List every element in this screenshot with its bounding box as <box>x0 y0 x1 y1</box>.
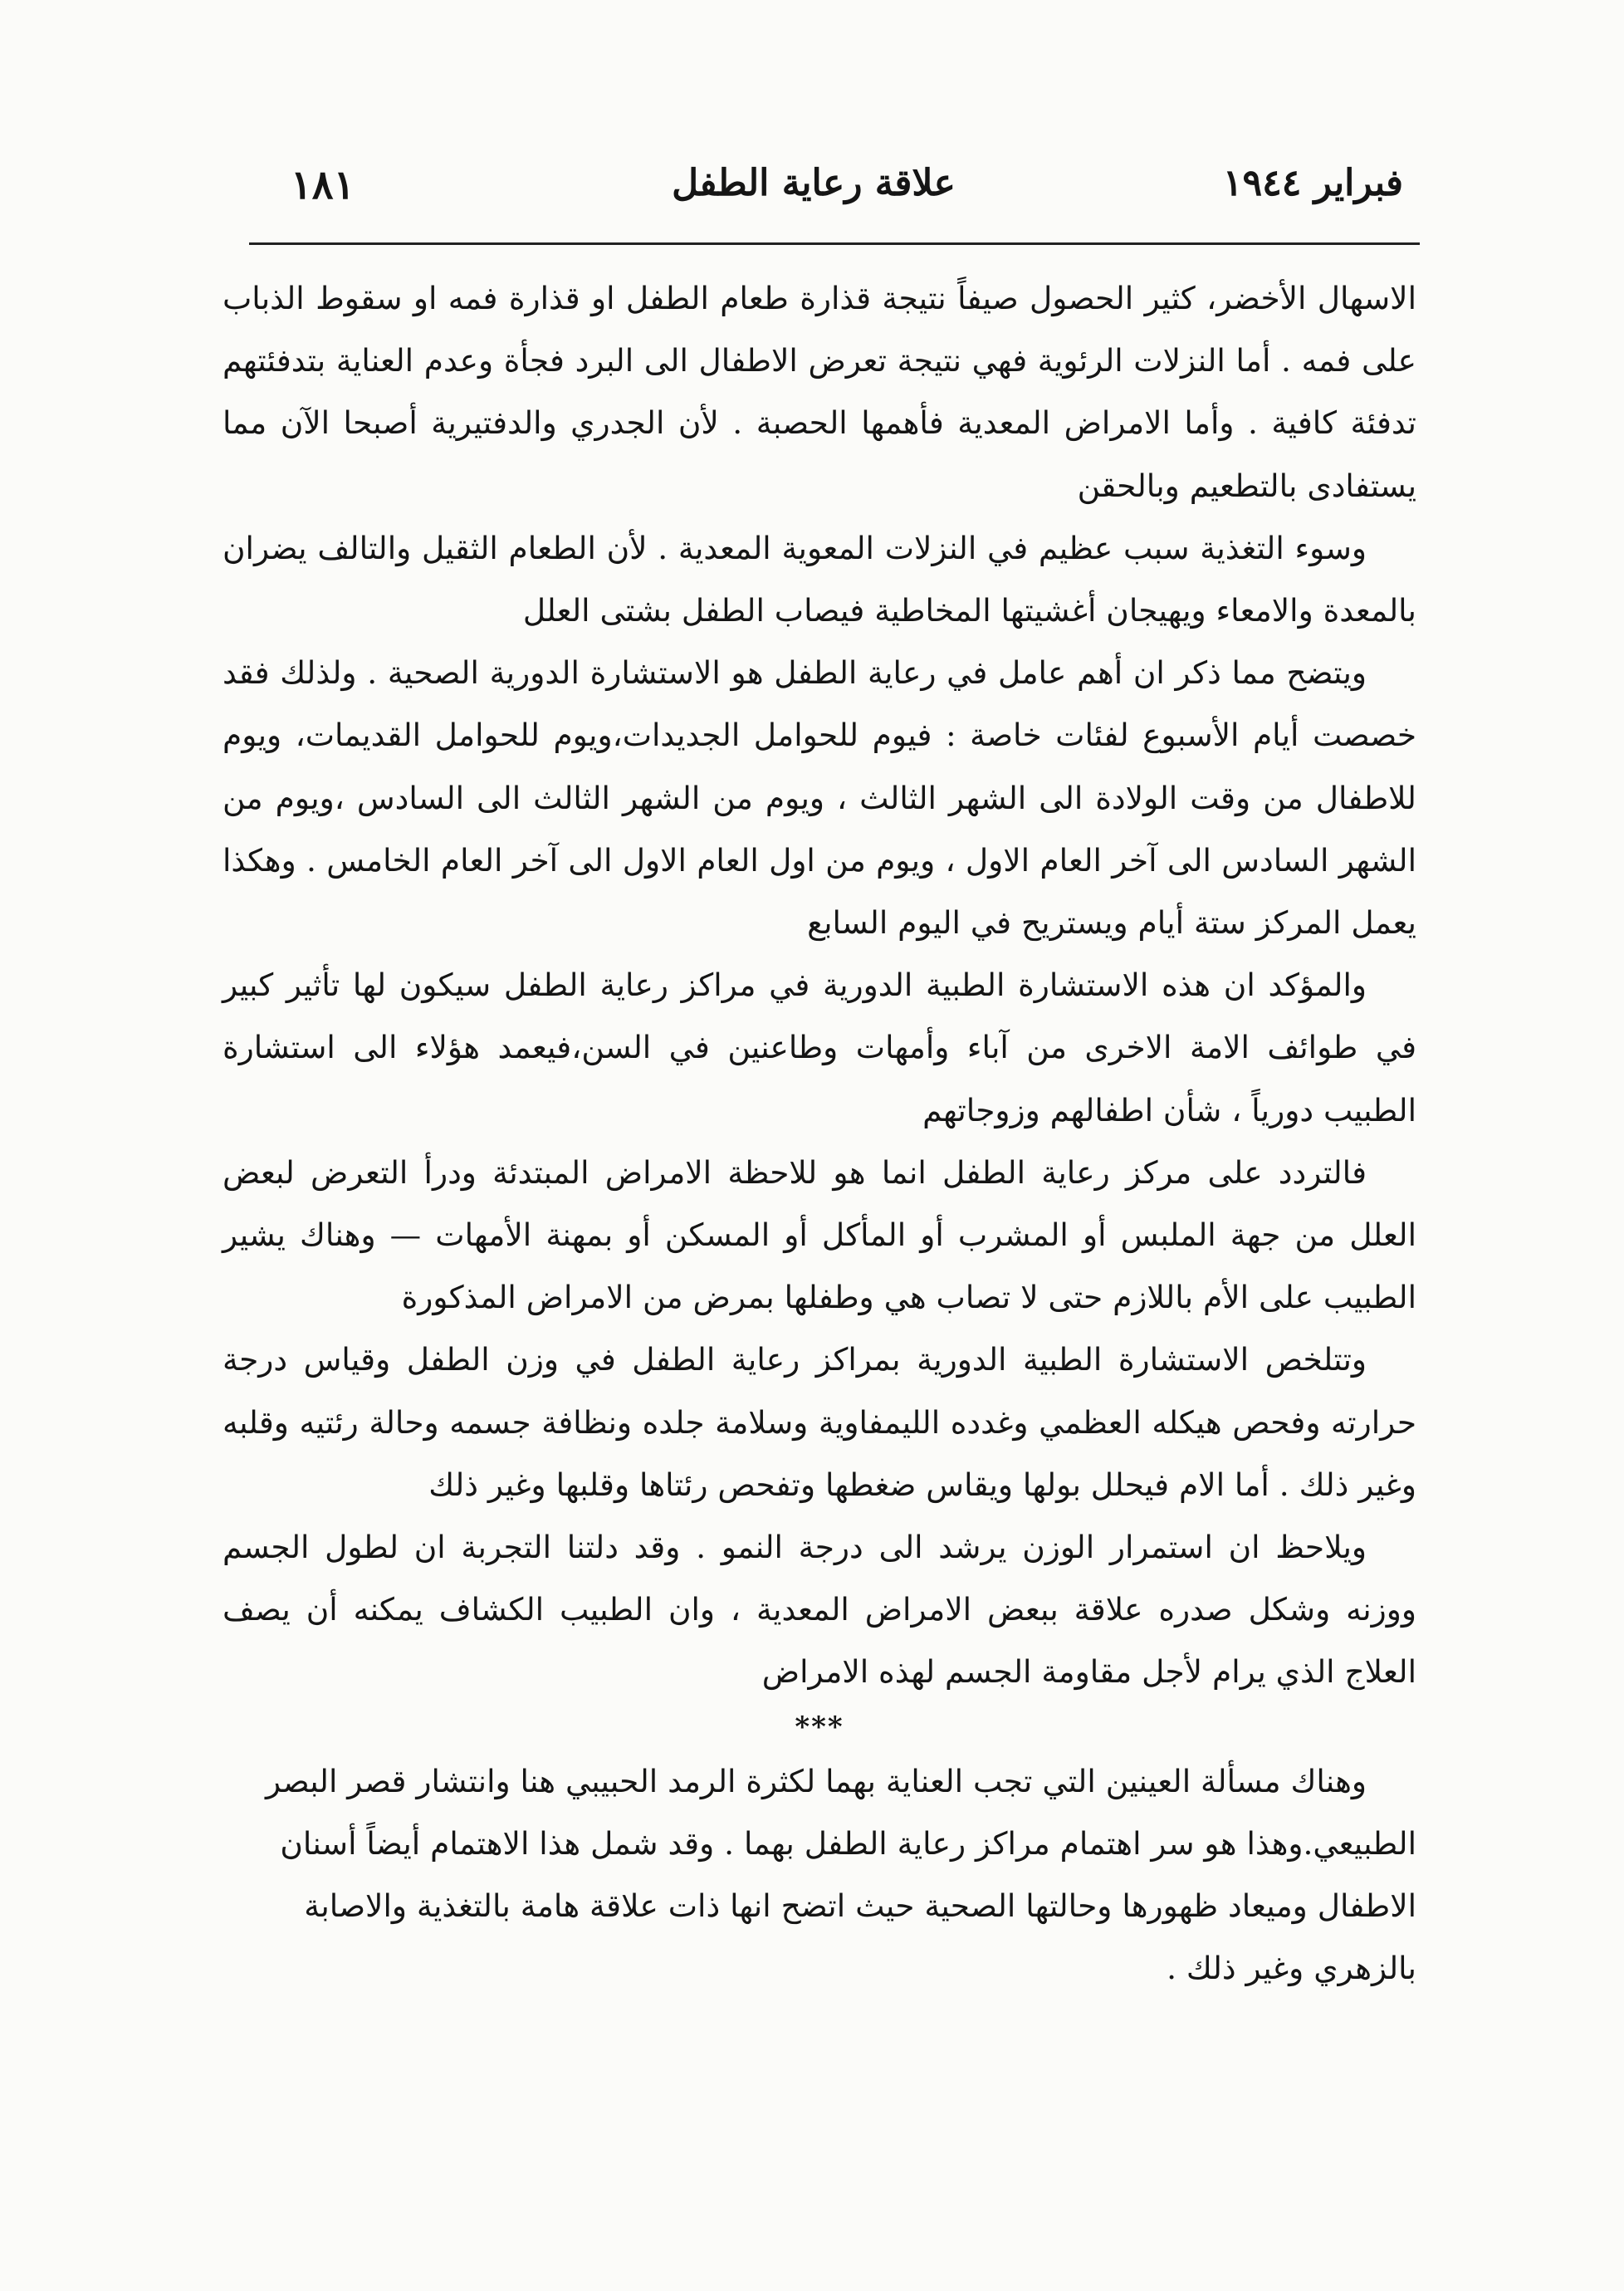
header-rule <box>249 242 1420 245</box>
paragraph-8: وهناك مسألة العينين التي تجب العناية بهما لكثرة الرمد الحبيبي هنا وانتشار قصر البصر الطبيعي.وهذا هو سر اهتمام مراكز رعاية الطفل بهما . وقد شمل هذا الاهتمام أيضاً أسنان الاطفال وميعاد ظهورها وحالتها الصحية حيث اتضح انها ذات علاقة هامة بالتغذية والاصابة بالزهري وغير ذلك . <box>266 1762 1416 1987</box>
paragraph-2: وسوء التغذية سبب عظيم في النزلات المعوية المعدية . لأن الطعام الثقيل والتالف يضران بالمعدة والامعاء ويهيجان أغشيتها المخاطية فيصاب الطفل بشتى العلل <box>223 529 1416 629</box>
paragraph-4: والمؤكد ان هذه الاستشارة الطبية الدورية في مراكز رعاية الطفل سيكون لها تأثير كبير في طوائف الامة الاخرى من آباء وأمهات وطاعنين في السن،فيعمد هؤلاء الى استشارة الطبيب دورياً ، شأن اطفالهم وزوجاتهم <box>223 967 1416 1128</box>
section-separator: *** <box>795 1710 844 1744</box>
header-date: فبراير ١٩٤٤ <box>1222 162 1403 204</box>
paragraph-6: وتتلخص الاستشارة الطبية الدورية بمراكز رعاية الطفل في وزن الطفل وقياس درجة حرارته وفحص هيكله العظمي وغدده الليمفاوية وسلامة جلده ونظافة جسمه وحالة رئتيه وقلبه وغير ذلك . أما الام فيحلل بولها ويقاس ضغطها وتفحص رئتاها وقلبها وغير ذلك <box>223 1341 1416 1503</box>
article-body <box>223 267 1416 2000</box>
page-header <box>224 162 1403 228</box>
header-title: علاقة رعاية الطفل <box>672 162 956 204</box>
page-number: ١٨١ <box>291 162 355 208</box>
paragraph-7: ويلاحظ ان استمرار الوزن يرشد الى درجة النمو . وقد دلتنا التجربة ان لطول الجسم ووزنه وشكل صدره علاقة ببعض الامراض المعدية ، وان الطبيب الكشاف يمكنه أن يصف العلاج الذي يرام لأجل مقاومة الجسم لهذه الامراض <box>223 1529 1416 1691</box>
paragraph-5: فالتردد على مركز رعاية الطفل انما هو للاحظة الامراض المبتدئة ودرأ التعرض لبعض العلل من جهة الملبس أو المشرب أو المأكل أو المسكن أو بمهنة الأمهات — وهناك يشير الطبيب على الأم باللازم حتى لا تصاب هي وطفلها بمرض من الامراض المذكورة <box>223 1153 1416 1316</box>
paragraph-3: ويتضح مما ذكر ان أهم عامل في رعاية الطفل هو الاستشارة الدورية الصحية . ولذلك فقد خصصت أيام الأسبوع لفئات خاصة : فيوم للحوامل الجديدات،ويوم للحوامل القديمات، ويوم للاطفال من وقت الولادة الى الشهر الثالث ، ويوم من الشهر الثالث الى السادس ،ويوم من الشهر السادس الى آخر العام الاول ، ويوم من اول العام الاول الى آخر العام الخامس . وهكذا يعمل المركز ستة أيام ويستريح في اليوم السابع <box>223 654 1416 942</box>
paragraph-1: الاسهال الأخضر، كثير الحصول صيفاً نتيجة قذارة طعام الطفل او قذارة فمه او سقوط الذباب على فمه . أما النزلات الرئوية فهي نتيجة تعرض الاطفال الى البرد فجأة وعدم العناية بتدفئتهم تدفئة كافية . وأما الامراض المعدية فأهمها الحصبة . لأن الجدري والدفتيرية أصبحا الآن مما يستفادى بالتطعيم وبالحقن <box>223 280 1416 504</box>
